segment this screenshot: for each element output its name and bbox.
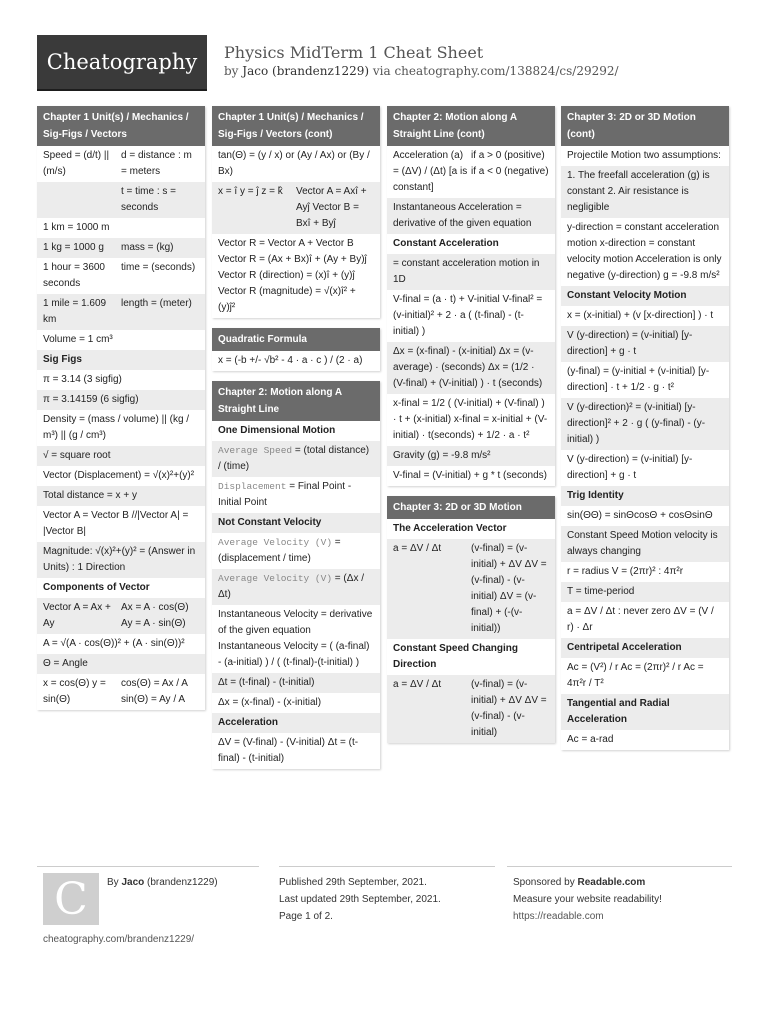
updated-date: Last updated 29th September, 2021.: [279, 894, 441, 905]
section-heading: Chapter 1 Unit(s) / Mechanics / Sig-Figs / Vectors: [37, 106, 205, 146]
cheat-row: V (y-direction) = (v-initial) [y-direction] + g · t: [561, 450, 729, 486]
cheat-row: x-final = 1/2 ( (V-initial) + (V-final) ) · t + (x-initial) x-final = x-initial + (V-initial) · t(seconds) + 1/2 · a · t²: [387, 394, 555, 446]
cheat-row: A = √(A · cos(Θ))² + (A · sin(Θ))²: [37, 634, 205, 654]
row-right: if a > 0 (positive) if a < 0 (negative): [471, 150, 549, 177]
section-subheading: Not Constant Velocity: [212, 513, 380, 533]
cheat-row: Ac = (V²) / r Ac = (2πr)² / r Ac = 4π²r / T²: [561, 658, 729, 694]
row-left: a = ΔV / Δt: [393, 543, 442, 554]
page-number: Page 1 of 2.: [279, 911, 333, 922]
section-subheading: Components of Vector: [37, 578, 205, 598]
cheat-row: r = radius V = (2πr)² : 4π²r: [561, 562, 729, 582]
row-left: [43, 184, 121, 216]
footer-divider: [279, 866, 495, 867]
cheat-row: x = (-b +/- √b² - 4 · a · c ) / (2 · a): [212, 351, 380, 371]
cheat-row: 1 km = 1000 m: [37, 218, 205, 238]
footer-dates: [279, 874, 441, 925]
section-heading: Chapter 2: Motion along A Straight Line: [212, 381, 380, 421]
cheat-row: Vector A = Vector B //|Vector A| = |Vector B|: [37, 506, 205, 542]
cheat-row: = constant acceleration motion in 1D: [387, 254, 555, 290]
cheat-row: y-direction = constant acceleration motion x-direction = constant velocity motion Acceleration is only negative (y-direction) g = -9.8 m/s²: [561, 218, 729, 286]
section-subheading: Acceleration: [212, 713, 380, 733]
row-pair: [43, 600, 199, 632]
cheat-row: Displacement = Final Point - Initial Point: [212, 477, 380, 513]
row-right: (v-final) = (v-initial) + ΔV ΔV = (v-final) - (v-initial): [471, 679, 547, 738]
section-subheading: Constant Velocity Motion: [561, 286, 729, 306]
cheat-row: Instantaneous Acceleration = derivative of the given equation: [387, 198, 555, 234]
cheat-row: [37, 146, 205, 182]
column-3: [387, 106, 555, 753]
byline-via: via: [369, 64, 395, 78]
cheat-section: [37, 106, 205, 710]
cheat-section: [387, 106, 555, 486]
profile-url-link[interactable]: cheatography.com/brandenz1229/: [43, 934, 195, 945]
cheat-row: Magnitude: √(x)²+(y)² = (Answer in Units) : 1 Direction: [37, 542, 205, 578]
sponsor-line: [513, 874, 662, 891]
section-subheading: The Acceleration Vector: [387, 519, 555, 539]
cheat-row: [37, 258, 205, 294]
section-subheading: Constant Acceleration: [387, 234, 555, 254]
cheat-row: Average Velocity (V) = (displacement / time): [212, 533, 380, 569]
cheat-row: Vector R = Vector A + Vector B Vector R = (Ax + Bx)î + (Ay + By)ĵ Vector R (direction) = (x)î + (y)ĵ Vector R (magnitude) = √(x)î² + (y)ĵ²: [212, 234, 380, 318]
section-heading: Quadratic Formula: [212, 328, 380, 351]
row-pair: [43, 676, 199, 708]
row-left: Acceleration (a) = (ΔV) / (Δt) [a is constant]: [393, 150, 468, 193]
cheat-row: V (y-direction) = (v-initial) [y-direction] + g · t: [561, 326, 729, 362]
row-right: d = distance : m = meters: [121, 150, 192, 177]
row-pair: [43, 240, 199, 256]
cheat-row: 1. The freefall acceleration (g) is constant 2. Air resistance is negligible: [561, 166, 729, 218]
cheat-row: Projectile Motion two assumptions:: [561, 146, 729, 166]
cheat-row: Δx = (x-final) - (x-initial): [212, 693, 380, 713]
cheat-row: Average Velocity (V) = (Δx / Δt): [212, 569, 380, 605]
row-right: mass = (kg): [121, 242, 174, 253]
cheat-row: ΔV = (V-final) - (V-initial) Δt = (t-final) - (t-initial): [212, 733, 380, 769]
footer-by: By: [107, 877, 122, 888]
cheat-section: [212, 328, 380, 371]
cheat-row: √ = square root: [37, 446, 205, 466]
cheat-row: Density = (mass / volume) || (kg / m³) || (g / cm³): [37, 410, 205, 446]
cheat-row: π = 3.14 (3 sigfig): [37, 370, 205, 390]
cheat-row: Total distance = x + y: [37, 486, 205, 506]
row-right: (v-final) = (v-initial) + ΔV ΔV = (v-final) - (v-initial) ΔV = (v-final) + (-(v-initial)): [471, 543, 547, 634]
footer-author-link[interactable]: Jaco: [121, 877, 145, 888]
row-pair: [43, 260, 199, 292]
section-heading: Chapter 3: 2D or 3D Motion: [387, 496, 555, 519]
row-left: 1 kg = 1000 g: [43, 242, 104, 253]
cheat-section: [212, 381, 380, 769]
row-pair: [393, 541, 549, 637]
section-subheading: Trig Identity: [561, 486, 729, 506]
sheet-url-link[interactable]: cheatography.com/138824/cs/29292/: [394, 64, 619, 78]
sponsor-tagline: Measure your website readability!: [513, 894, 662, 905]
row-left: 1 hour = 3600 seconds: [43, 262, 105, 289]
sponsor-url-link[interactable]: https://readable.com: [513, 911, 604, 922]
cheat-row: [37, 238, 205, 258]
sponsor-prefix: Sponsored by: [513, 877, 578, 888]
row-pair: [43, 148, 199, 180]
cheat-row: Δx = (x-final) - (x-initial) Δx = (v-average) · (seconds) Δx = (1/2 · (V-final) + (V-initial) ) · t (seconds): [387, 342, 555, 394]
row-pair: [393, 148, 549, 196]
row-left: x = cos(Θ) y = sin(Θ): [43, 678, 106, 705]
footer-author-handle: (brandenz1229): [144, 877, 218, 888]
cheat-row: [37, 182, 205, 218]
section-subheading: Constant Speed Changing Direction: [387, 639, 555, 675]
author-link[interactable]: Jaco (brandenz1229): [242, 64, 370, 78]
sheet-byline: [224, 64, 619, 78]
row-pair: [218, 184, 374, 232]
row-right: cos(Θ) = Ax / A sin(Θ) = Ay / A: [121, 678, 188, 705]
row-left: x = î y = ĵ z = k̂: [218, 186, 283, 197]
cheat-row: T = time-period: [561, 582, 729, 602]
row-pair: [43, 184, 199, 216]
sheet-title: Physics MidTerm 1 Cheat Sheet: [224, 43, 484, 62]
published-date: Published 29th September, 2021.: [279, 877, 427, 888]
column-2: [212, 106, 380, 779]
cheat-row: tan(Θ) = (y / x) or (Ay / Ax) or (By / Bx): [212, 146, 380, 182]
code-term: Average Velocity (V): [218, 537, 333, 548]
code-term: Average Velocity (V): [218, 573, 333, 584]
row-left: 1 mile = 1.609 km: [43, 298, 107, 325]
footer-author: [107, 874, 218, 891]
cheat-row: Constant Speed Motion velocity is always changing: [561, 526, 729, 562]
cheat-row: Gravity (g) = -9.8 m/s²: [387, 446, 555, 466]
row-right: length = (meter): [121, 298, 192, 309]
cheat-row: (y-final) = (y-initial + (v-initial) [y-direction] · t + 1/2 · g · t²: [561, 362, 729, 398]
section-heading: Chapter 3: 2D or 3D Motion (cont): [561, 106, 729, 146]
cheat-row: [212, 182, 380, 234]
cheat-section: [212, 106, 380, 318]
row-pair: [43, 296, 199, 328]
section-subheading: One Dimensional Motion: [212, 421, 380, 441]
cheat-row: [37, 598, 205, 634]
cheat-row: Δt = (t-final) - (t-initial): [212, 673, 380, 693]
row-right: t = time : s = seconds: [121, 186, 177, 213]
cheat-row: Θ = Angle: [37, 654, 205, 674]
cheat-row: a = ΔV / Δt : never zero ΔV = (V / r) · Δr: [561, 602, 729, 638]
section-heading: Chapter 1 Unit(s) / Mechanics / Sig-Figs / Vectors (cont): [212, 106, 380, 146]
cheat-section: [561, 106, 729, 750]
row-pair: [393, 677, 549, 741]
section-heading: Chapter 2: Motion along A Straight Line (cont): [387, 106, 555, 146]
footer-divider: [37, 866, 259, 867]
row-right: time = (seconds): [121, 262, 196, 273]
cheat-row: V-final = (a · t) + V-initial V-final² = (v-initial)² + 2 · a ( (t-final) - (t-initial) ): [387, 290, 555, 342]
cheat-row: [37, 674, 205, 710]
code-term: Average Speed: [218, 445, 293, 456]
cheat-row: [387, 539, 555, 639]
cheat-row: Vector (Displacement) = √(x)²+(y)²: [37, 466, 205, 486]
row-left: a = ΔV / Δt: [393, 679, 442, 690]
code-term: Displacement: [218, 481, 287, 492]
row-right: Vector A = Axî + Ayĵ Vector B = Bxî + Byĵ: [296, 186, 367, 229]
footer-divider: [507, 866, 732, 867]
cheat-row: Instantaneous Velocity = derivative of the given equation Instantaneous Velocity = ( (a-final) - (a-initial) ) / ( (t-final)-(t-initial) ): [212, 605, 380, 673]
cheat-row: V-final = (V-initial) + g * t (seconds): [387, 466, 555, 486]
byline-prefix: by: [224, 64, 243, 78]
cheat-row: [387, 675, 555, 743]
author-avatar[interactable]: C: [43, 873, 99, 925]
cheat-row: π = 3.14159 (6 sigfig): [37, 390, 205, 410]
cheat-row: x = (x-initial) + (v [x-direction] ) · t: [561, 306, 729, 326]
footer-sponsor: [513, 874, 662, 925]
cheat-row: sin(ΘΘ) = sinΘcosΘ + cosΘsinΘ: [561, 506, 729, 526]
row-left: Vector A = Ax + Ay: [43, 602, 111, 629]
section-subheading: Centripetal Acceleration: [561, 638, 729, 658]
cheat-section: [387, 496, 555, 743]
cheat-row: Average Speed = (total distance) / (time): [212, 441, 380, 477]
section-subheading: Sig Figs: [37, 350, 205, 370]
sponsor-link[interactable]: Readable.com: [577, 877, 646, 888]
section-subheading: Tangential and Radial Acceleration: [561, 694, 729, 730]
cheat-row: [37, 294, 205, 330]
cheat-row: V (y-direction)² = (v-initial) [y-direction]² + 2 · g ( (y-final) - (y-initial) ): [561, 398, 729, 450]
cheat-row: Ac = a-rad: [561, 730, 729, 750]
cheat-row: [387, 146, 555, 198]
row-left: Speed = (d/t) || (m/s): [43, 150, 110, 177]
cheat-row: Volume = 1 cm³: [37, 330, 205, 350]
cheatography-logo[interactable]: Cheatography: [37, 35, 207, 91]
row-right: Ax = A · cos(Θ) Ay = A · sin(Θ): [121, 602, 189, 629]
column-4: [561, 106, 729, 760]
column-1: [37, 106, 205, 720]
